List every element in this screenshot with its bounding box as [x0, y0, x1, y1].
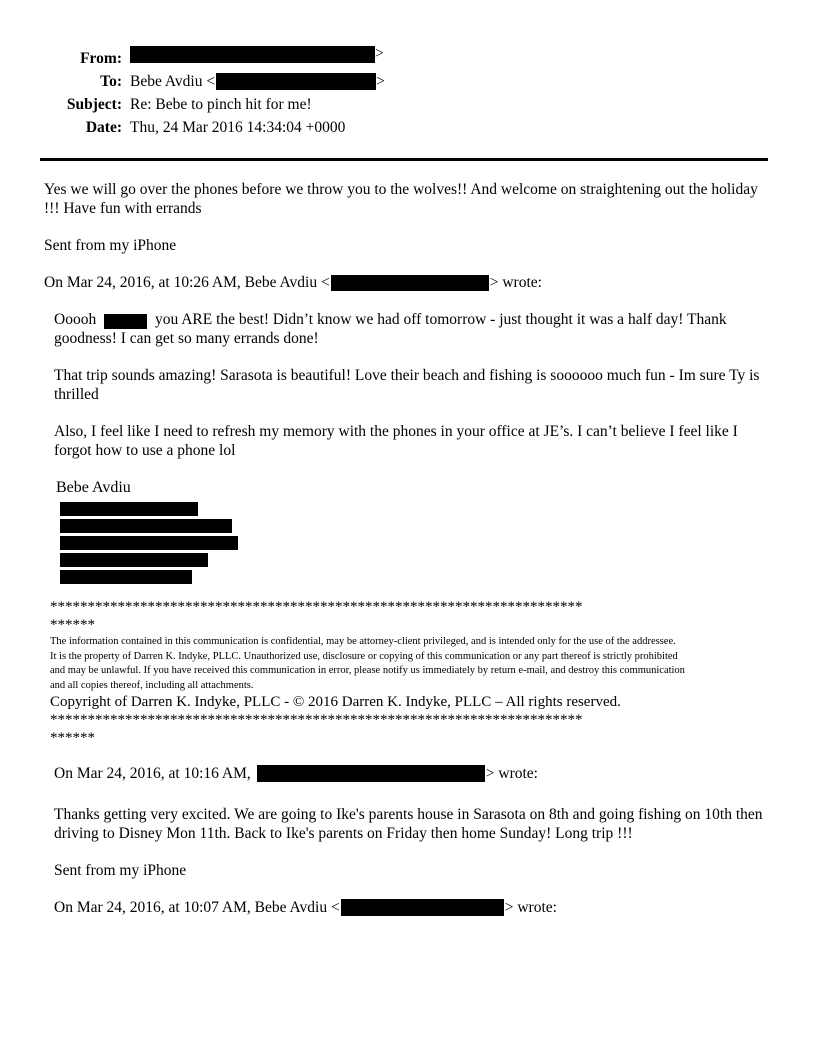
from-suffix: >: [375, 45, 384, 62]
quote-header-3-suffix: > wrote:: [504, 899, 557, 916]
quote-header-3: [54, 898, 772, 917]
stars-divider-bottom-line2: ******: [50, 730, 95, 746]
redaction-bar-sig-5: [60, 570, 192, 584]
from-value: [130, 44, 772, 64]
redaction-bar-sig-3: [60, 536, 238, 550]
redaction-bar-sig-1: [60, 502, 198, 516]
redaction-bar-from: [130, 46, 375, 63]
redaction-bar-sig-2: [60, 519, 232, 533]
legal-line-1: The information contained in this communication is confidential, may be attorney-client privileged, and is intended only for the use of the addressee.: [50, 636, 676, 647]
redaction-bar-quote-2: [257, 765, 485, 782]
quote-header-1-prefix: On Mar 24, 2016, at 10:26 AM, Bebe Avdiu <: [44, 274, 330, 291]
date-value: Thu, 24 Mar 2016 14:34:04 +0000: [130, 118, 346, 136]
stars-divider-top-line1: ***********************************************************************: [50, 599, 583, 615]
date-label: Date:: [85, 118, 122, 136]
legal-line-2: It is the property of Darren K. Indyke, PLLC. Unauthorized use, disclosure or copying of this communication or any part thereof is strictly prohibited: [50, 650, 678, 662]
legal-line-3: and may be unlawful. If you have received this communication in error, please notify us immediately by return e-mail, and destroy this communication: [50, 665, 685, 676]
signature-name: Bebe Avdiu: [56, 479, 131, 496]
redaction-bar-sig-4: [60, 553, 208, 567]
header-row-subject: [44, 95, 772, 115]
redaction-bar-inline-name: [104, 314, 147, 329]
legal-disclaimer: [50, 635, 772, 693]
copyright-line: Copyright of Darren K. Indyke, PLLC - © 2016 Darren K. Indyke, PLLC – All rights reserved.: [50, 694, 621, 710]
header-row-from: [44, 44, 772, 69]
header-row-to: [44, 72, 772, 92]
redaction-bar-quote-1: [331, 275, 489, 291]
redaction-bar-quote-3: [341, 899, 504, 916]
legal-line-4: and all copies thereof, including all attachments.: [50, 679, 254, 691]
from-label: From:: [80, 49, 122, 67]
quoted-paragraph-2: That trip sounds amazing! Sarasota is beautiful! Love their beach and fishing is soooooo much fun - Im sure Ty is thrilled: [54, 367, 760, 403]
quoted-message-1: [54, 310, 772, 584]
signature-redaction-block: [60, 502, 772, 584]
quote-header-2-prefix: On Mar 24, 2016, at 10:16 AM,: [54, 765, 251, 782]
header-divider-rule: [40, 158, 768, 161]
redaction-bar-to: [216, 73, 376, 90]
quote-header-2: [54, 764, 772, 783]
subject-value: Re: Bebe to pinch hit for me!: [130, 95, 312, 113]
to-suffix: >: [376, 72, 385, 90]
quote-header-1: [44, 273, 772, 292]
subject-label: Subject:: [66, 95, 122, 113]
sent-from-iphone-2: Sent from my iPhone: [54, 862, 187, 879]
quoted-paragraph-1: [54, 310, 772, 348]
quote-header-2-suffix: > wrote:: [485, 765, 538, 782]
to-recipient-name: Bebe Avdiu <: [130, 72, 216, 90]
quoted-paragraph-1-part-b: you ARE the best! Didn’t know we had off tomorrow - just thought it was a half day! Thank goodness! I can get so many errands done!: [54, 311, 727, 347]
reply-paragraph: Yes we will go over the phones before we throw you to the wolves!! And welcome on straightening out the holiday !!! Have fun with errands: [44, 181, 758, 217]
to-value: [130, 72, 772, 92]
email-header: [44, 44, 772, 141]
stars-divider-top-line2: ******: [50, 617, 95, 633]
email-body: [44, 180, 772, 935]
quoted-paragraph-3: Also, I feel like I need to refresh my memory with the phones in your office at JE’s. I can’t believe I feel like I forgot how to use a phone lol: [54, 423, 738, 459]
quoted-paragraph-4: Thanks getting very excited. We are going to Ike's parents house in Sarasota on 8th and going fishing on 10th then driving to Disney Mon 11th. Back to Ike's parents on Friday then home Sunday! Long trip !!!: [54, 806, 763, 842]
stars-divider-bottom-line1: ***********************************************************************: [50, 712, 583, 728]
quoted-paragraph-1-part-a: Ooooh: [54, 311, 97, 328]
quote-header-1-suffix: > wrote:: [489, 274, 542, 291]
to-label: To:: [100, 72, 122, 90]
sent-from-iphone-1: Sent from my iPhone: [44, 237, 177, 254]
quote-header-3-prefix: On Mar 24, 2016, at 10:07 AM, Bebe Avdiu <: [54, 899, 340, 916]
spacer: [44, 587, 772, 599]
header-row-date: [44, 118, 772, 138]
